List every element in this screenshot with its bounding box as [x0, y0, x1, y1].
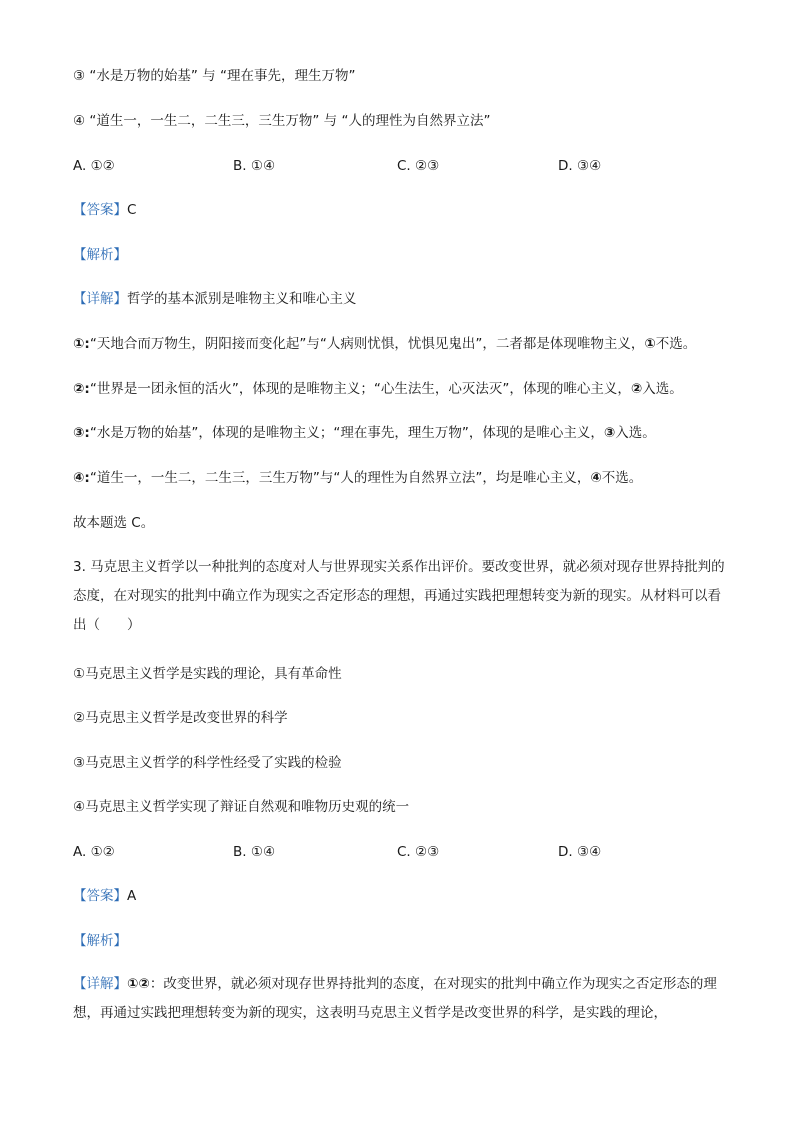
- q3-option-d: D. ③④: [558, 844, 602, 860]
- reason-3-end: 入选。: [615, 425, 656, 441]
- q3-detail: [73, 970, 725, 1028]
- q3-stem: 3. 马克思主义哲学以一种批判的态度对人与世界现实关系作出评价。要改变世界，就必须对现存世界持批判的态度，在对现实的批判中确立作为现实之否定形态的理想，再通过实践把理想转变为新的现实。从材料可以看出（ ）: [73, 559, 725, 633]
- detail-number: ①②: [127, 976, 150, 992]
- answer-value: C: [127, 202, 137, 218]
- q3-option-c: C. ②③: [397, 844, 440, 860]
- q2-detail: [73, 289, 357, 309]
- q3-statement-1: ①马克思主义哲学是实践的理论，具有革命性: [73, 666, 342, 682]
- q3-options: [73, 842, 725, 862]
- q2-reason-2: [73, 379, 683, 399]
- analysis-tag: 【解析】: [73, 933, 127, 949]
- q2-option-c: C. ②③: [397, 158, 440, 174]
- reason-1-end: 不选。: [655, 336, 697, 352]
- reason-4-text: “道生一，一生二，二生三，三生万物”与“人的理性为自然界立法”，均是唯心主义，: [89, 470, 591, 486]
- reason-1-text: “天地合而万物生，阴阳接而变化起”与“人病则忧惧，忧惧见鬼出”，二者都是体现唯物主义，: [89, 336, 645, 352]
- detail-intro: 哲学的基本派别是唯物主义和唯心主义: [127, 291, 357, 307]
- q2-option-b: B. ①④: [233, 158, 276, 174]
- q2-reason-1: [73, 334, 696, 354]
- reason-1-number: ①:: [73, 336, 90, 352]
- answer-tag: 【答案】: [73, 888, 127, 904]
- reason-1-number-ref: ①: [644, 336, 656, 352]
- reason-3-number-ref: ③: [603, 425, 616, 441]
- reason-4-end: 不选。: [601, 470, 643, 486]
- detail-tag: 【详解】: [73, 976, 127, 992]
- reason-2-number-ref: ②: [630, 381, 643, 397]
- reason-2-text: “世界是一团永恒的活火”，体现的是唯物主义；“心生法生，心灭法灭”，体现的唯心主义，: [89, 381, 631, 397]
- detail-tag: 【详解】: [73, 291, 127, 307]
- q3-answer: [73, 886, 136, 906]
- q3-option-a: A. ①②: [73, 844, 115, 860]
- q2-options: [73, 156, 725, 176]
- reason-2-end: 入选。: [642, 381, 683, 397]
- q3-analysis: [73, 931, 127, 951]
- q2-option-a: A. ①②: [73, 158, 115, 174]
- reason-3-text: “水是万物的始基”，体现的是唯物主义；“理在事先，理生万物”，体现的是唯心主义，: [89, 425, 604, 441]
- q2-answer: [73, 200, 136, 220]
- reason-4-number: ④:: [73, 470, 90, 486]
- reason-3-number: ③:: [73, 425, 90, 441]
- analysis-tag: 【解析】: [73, 247, 127, 263]
- q2-option-d: D. ③④: [558, 158, 602, 174]
- detail-text: ：改变世界，就必须对现存世界持批判的态度，在对现实的批判中确立作为现实之否定形态的理想，再通过实践把理想转变为新的现实，这表明马克思主义哲学是改变世界的科学，是实践的理论，: [73, 976, 717, 1021]
- q3-statement-2: ②马克思主义哲学是改变世界的科学: [73, 710, 288, 726]
- reason-4-number-ref: ④: [590, 470, 602, 486]
- statement-4: ④ “道生一，一生二，二生三，三生万物” 与 “人的理性为自然界立法”: [73, 113, 491, 129]
- answer-tag: 【答案】: [73, 202, 127, 218]
- q2-reason-3: [73, 423, 656, 443]
- reason-2-number: ②:: [73, 381, 90, 397]
- q2-conclusion: 故本题选 C。: [73, 515, 155, 531]
- q2-analysis: [73, 245, 127, 265]
- q3-statement-3: ③马克思主义哲学的科学性经受了实践的检验: [73, 755, 342, 771]
- q3-statement-4: ④马克思主义哲学实现了辩证自然观和唯物历史观的统一: [73, 799, 410, 815]
- statement-3: ③ “水是万物的始基” 与 “理在事先，理生万物”: [73, 68, 356, 84]
- q2-reason-4: [73, 468, 642, 488]
- answer-value: A: [127, 888, 137, 904]
- q3-option-b: B. ①④: [233, 844, 276, 860]
